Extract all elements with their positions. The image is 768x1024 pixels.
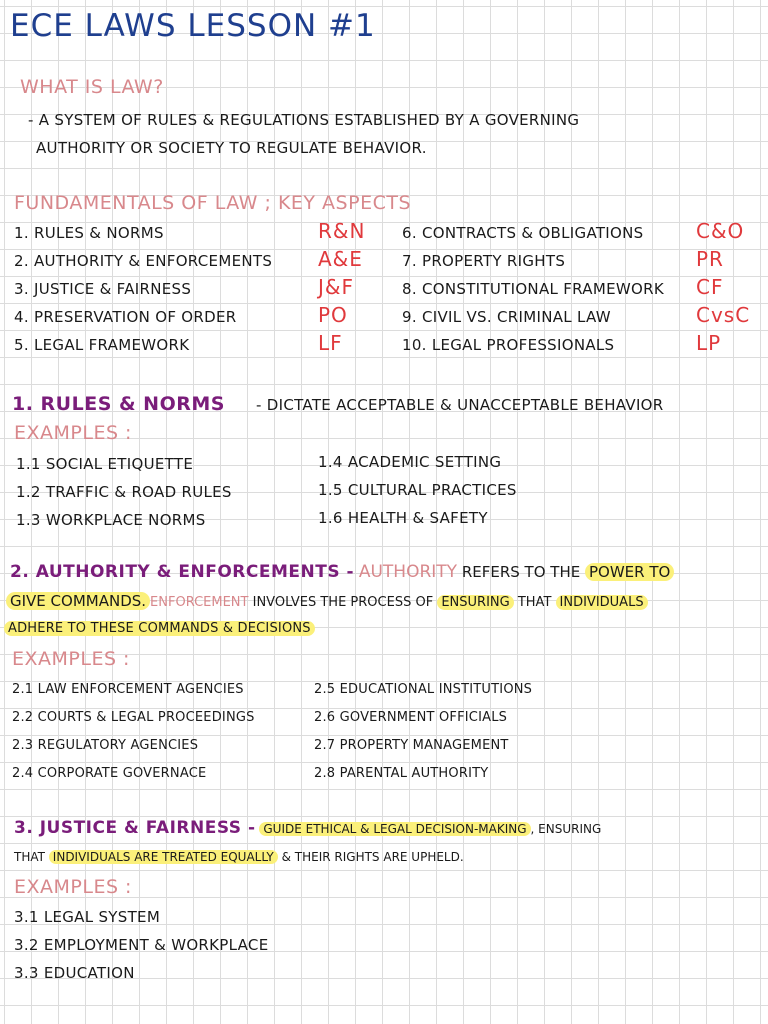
that-text: THAT [517, 595, 552, 610]
example-item: 1.3 WORKPLACE NORMS [16, 511, 206, 529]
guide-highlight: GUIDE ETHICAL & LEGAL DECISION-MAKING [259, 822, 530, 836]
what-is-law-heading: WHAT IS LAW? [20, 76, 164, 98]
adhere-highlight: ADHERE TO THESE COMMANDS & DECISIONS [4, 621, 315, 636]
fundamentals-right-abbr [696, 217, 750, 357]
section3-examples-label: EXAMPLES : [14, 876, 132, 898]
fundamental-item: 1. RULES & NORMS [14, 224, 164, 242]
individuals-highlight: INDIVIDUALS [556, 595, 648, 610]
section1-left-list [16, 450, 232, 534]
involves-text: INVOLVES THE PROCESS OF [252, 595, 434, 610]
what-is-law-line2: AUTHORITY OR SOCIETY TO REGULATE BEHAVIOR. [36, 139, 427, 157]
section3-heading: 3. JUSTICE & FAIRNESS - [14, 818, 256, 838]
fundamental-item: 6. CONTRACTS & OBLIGATIONS [402, 224, 644, 242]
section1-right-list [318, 448, 517, 532]
fundamentals-right-list [402, 219, 664, 359]
fundamental-abbr: C&O [696, 219, 745, 243]
fundamentals-heading: FUNDAMENTALS OF LAW ; KEY ASPECTS [14, 192, 412, 214]
fundamental-abbr: LP [696, 331, 722, 355]
example-item: 2.1 LAW ENFORCEMENT AGENCIES [12, 682, 244, 697]
fundamental-abbr: CF [696, 275, 724, 299]
example-item: 3.1 LEGAL SYSTEM [14, 908, 161, 926]
fundamental-item: 2. AUTHORITY & ENFORCEMENTS [14, 252, 273, 270]
fundamental-item: 8. CONSTITUTIONAL FRAMEWORK [402, 280, 664, 298]
what-is-law-line1: - A SYSTEM OF RULES & REGULATIONS ESTABLISHED BY A GOVERNING [28, 111, 580, 129]
section1-heading: 1. RULES & NORMS [12, 393, 225, 415]
authority-word: AUTHORITY [358, 562, 458, 582]
fundamental-item: 3. JUSTICE & FAIRNESS [14, 280, 192, 298]
fundamental-abbr: LF [318, 331, 343, 355]
that-text: THAT [14, 850, 45, 864]
fundamental-item: 10. LEGAL PROFESSIONALS [402, 336, 615, 354]
fundamental-abbr: J&F [318, 275, 354, 299]
example-item: 2.4 CORPORATE GOVERNACE [12, 766, 207, 781]
section1-examples-label: EXAMPLES : [14, 422, 132, 444]
section2-line1 [10, 562, 674, 582]
section2-left-list [12, 676, 255, 788]
example-item: 3.3 EDUCATION [14, 964, 135, 982]
section2-line3 [4, 621, 315, 636]
ensuring-text: , ENSURING [530, 822, 602, 836]
section3-list [14, 903, 269, 987]
fundamental-item: 7. PROPERTY RIGHTS [402, 252, 566, 270]
enforcement-word: ENFORCEMENT [150, 595, 249, 610]
power-highlight: POWER TO [585, 563, 674, 581]
section2-heading: 2. AUTHORITY & ENFORCEMENTS - [10, 562, 355, 582]
example-item: 1.1 SOCIAL ETIQUETTE [16, 455, 194, 473]
fundamental-abbr: R&N [318, 219, 366, 243]
example-item: 1.6 HEALTH & SAFETY [318, 509, 488, 527]
fundamental-abbr: PO [318, 303, 348, 327]
section3-line2 [14, 850, 464, 864]
example-item: 1.2 TRAFFIC & ROAD RULES [16, 483, 232, 501]
example-item: 2.3 REGULATORY AGENCIES [12, 738, 199, 753]
fundamental-abbr: PR [696, 247, 724, 271]
section2-line2 [6, 592, 648, 610]
example-item: 2.5 EDUCATIONAL INSTITUTIONS [314, 682, 533, 697]
rights-text: & THEIR RIGHTS ARE UPHELD. [281, 850, 464, 864]
fundamental-item: 9. CIVIL VS. CRIMINAL LAW [402, 308, 611, 326]
fundamental-abbr: A&E [318, 247, 363, 271]
example-item: 1.4 ACADEMIC SETTING [318, 453, 502, 471]
fundamental-item: 4. PRESERVATION OF ORDER [14, 308, 237, 326]
example-item: 1.5 CULTURAL PRACTICES [318, 481, 517, 499]
example-item: 3.2 EMPLOYMENT & WORKPLACE [14, 936, 269, 954]
treated-highlight: INDIVIDUALS ARE TREATED EQUALLY [49, 850, 278, 864]
give-commands-highlight: GIVE COMMANDS. [6, 592, 150, 610]
fundamentals-left-list [14, 219, 272, 359]
section2-right-list [314, 676, 532, 788]
example-item: 2.8 PARENTAL AUTHORITY [314, 766, 489, 781]
fundamental-abbr: CvsC [696, 303, 751, 327]
fundamental-item: 5. LEGAL FRAMEWORK [14, 336, 190, 354]
example-item: 2.2 COURTS & LEGAL PROCEEDINGS [12, 710, 255, 725]
section3-line1 [14, 818, 601, 838]
example-item: 2.7 PROPERTY MANAGEMENT [314, 738, 509, 753]
example-item: 2.6 GOVERNMENT OFFICIALS [314, 710, 508, 725]
section2-examples-label: EXAMPLES : [12, 648, 130, 670]
section1-description: - DICTATE ACCEPTABLE & UNACCEPTABLE BEHAVIOR [256, 396, 664, 414]
page-title: ECE LAWS LESSON #1 [10, 8, 376, 44]
refers-text: REFERS TO THE [461, 563, 581, 581]
ensuring-highlight: ENSURING [437, 595, 513, 610]
fundamentals-left-abbr [318, 217, 365, 357]
